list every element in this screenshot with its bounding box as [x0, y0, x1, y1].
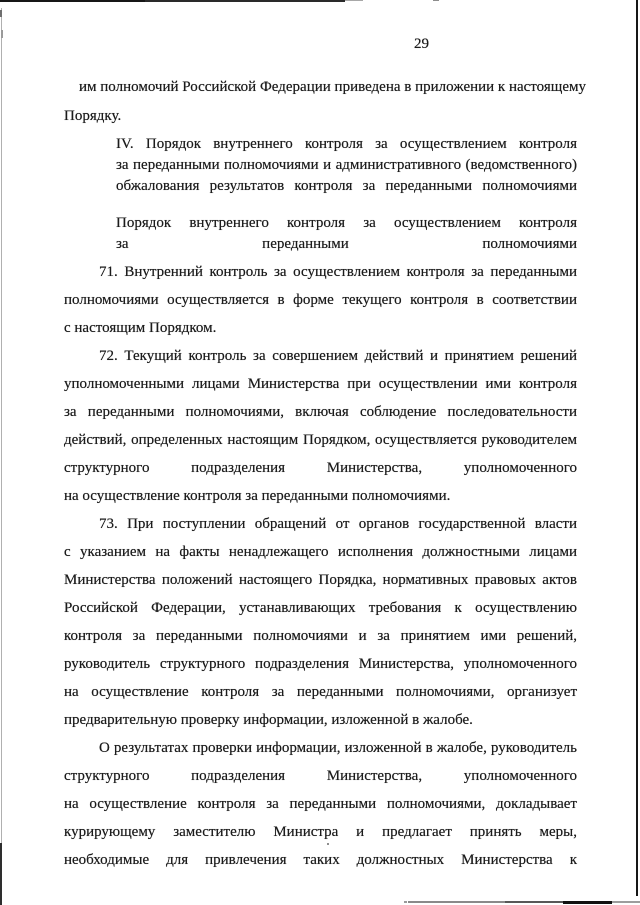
scan-artifact-segment	[0, 0, 145, 2]
text-line: необходимые для привлечения таких должностных Министерства к	[64, 852, 577, 868]
scan-artifact-segment	[145, 0, 345, 2]
document-body	[64, 258, 577, 874]
text-line: полномочиями осуществляется в форме текущего контроля в соответствии	[64, 292, 577, 308]
text-line: Министерства положений настоящего Порядка, нормативных правовых актов	[64, 572, 577, 588]
text-line: О результатах проверки информации, изложенной в жалобе, руководитель	[99, 740, 577, 756]
text-line: с указанием на факты ненадлежащего исполнения должностными лицами	[64, 544, 577, 560]
scan-artifact-segment	[408, 901, 505, 903]
sub-heading	[64, 213, 577, 255]
scan-artifact-segment	[505, 901, 563, 903]
text-line: на осуществление контроля за переданными полномочиями, организует	[64, 684, 577, 700]
text-line: Порядок внутреннего контроля за осуществлением контроля	[116, 215, 577, 231]
text-line: им полномочий Российской Федерации приведена в приложении к настоящему	[79, 79, 586, 95]
scan-artifact-segment	[433, 0, 439, 1]
text-line: 71. Внутренний контроль за осуществлением контроля за переданными	[99, 264, 577, 280]
scan-artifact-left-bottom	[0, 843, 2, 905]
text-line: структурного подразделения Министерства, уполномоченного	[64, 460, 577, 476]
text-line: за переданными полномочиями	[116, 236, 577, 252]
scan-artifact-mark	[1, 30, 3, 38]
page-number: 29	[414, 36, 429, 52]
text-line: за переданными полномочиями и административного (ведомственного)	[116, 157, 577, 173]
text-line: с настоящим Порядком.	[64, 320, 217, 336]
text-line: 72. Текущий контроль за совершением действий и принятием решений	[99, 348, 577, 364]
text-line: уполномоченными лицами Министерства при осуществлении ими контроля	[64, 376, 577, 392]
scan-artifact-mark	[0, 10, 2, 17]
text-line: обжалования результатов контроля за переданными полномочиями	[116, 178, 577, 194]
scan-artifact-left-edge	[1, 8, 2, 905]
paragraph-continuation	[64, 73, 586, 131]
text-line: курирующему заместителю Министра и предлагает принять меры,	[64, 824, 577, 840]
text-line: Порядку.	[64, 108, 122, 124]
scan-artifact-bottom-edge	[0, 900, 640, 904]
section-heading	[64, 134, 577, 197]
text-line: действий, определенных настоящим Порядком, осуществляется руководителем	[64, 432, 577, 448]
text-line: IV. Порядок внутреннего контроля за осуществлением контроля	[116, 136, 577, 152]
text-line: 73. При поступлении обращений от органов государственной власти	[99, 516, 577, 532]
scan-artifact-top-edge	[0, 0, 640, 4]
text-line: руководитель структурного подразделения Министерства, уполномоченного	[64, 656, 577, 672]
text-line: контроля за переданными полномочиями и за принятием ими решений,	[64, 628, 577, 644]
text-line: за переданными полномочиями, включая соблюдение последовательности	[64, 404, 577, 420]
text-line: на осуществление контроля за переданными полномочиями, докладывает	[64, 796, 577, 812]
text-line: на осуществление контроля за переданными полномочиями.	[64, 488, 451, 504]
scan-artifact-segment	[345, 0, 363, 1]
text-line: Российской Федерации, устанавливающих требования к осуществлению	[64, 600, 577, 616]
scan-artifact-segment	[404, 901, 407, 903]
scan-artifact-segment	[563, 901, 612, 904]
text-line: структурного подразделения Министерства, уполномоченного	[64, 768, 577, 784]
scan-artifact-segment	[612, 901, 640, 903]
text-line: предварительную проверку информации, изложенной в жалобе.	[64, 712, 473, 728]
scan-artifact-right-edge	[636, 0, 638, 896]
